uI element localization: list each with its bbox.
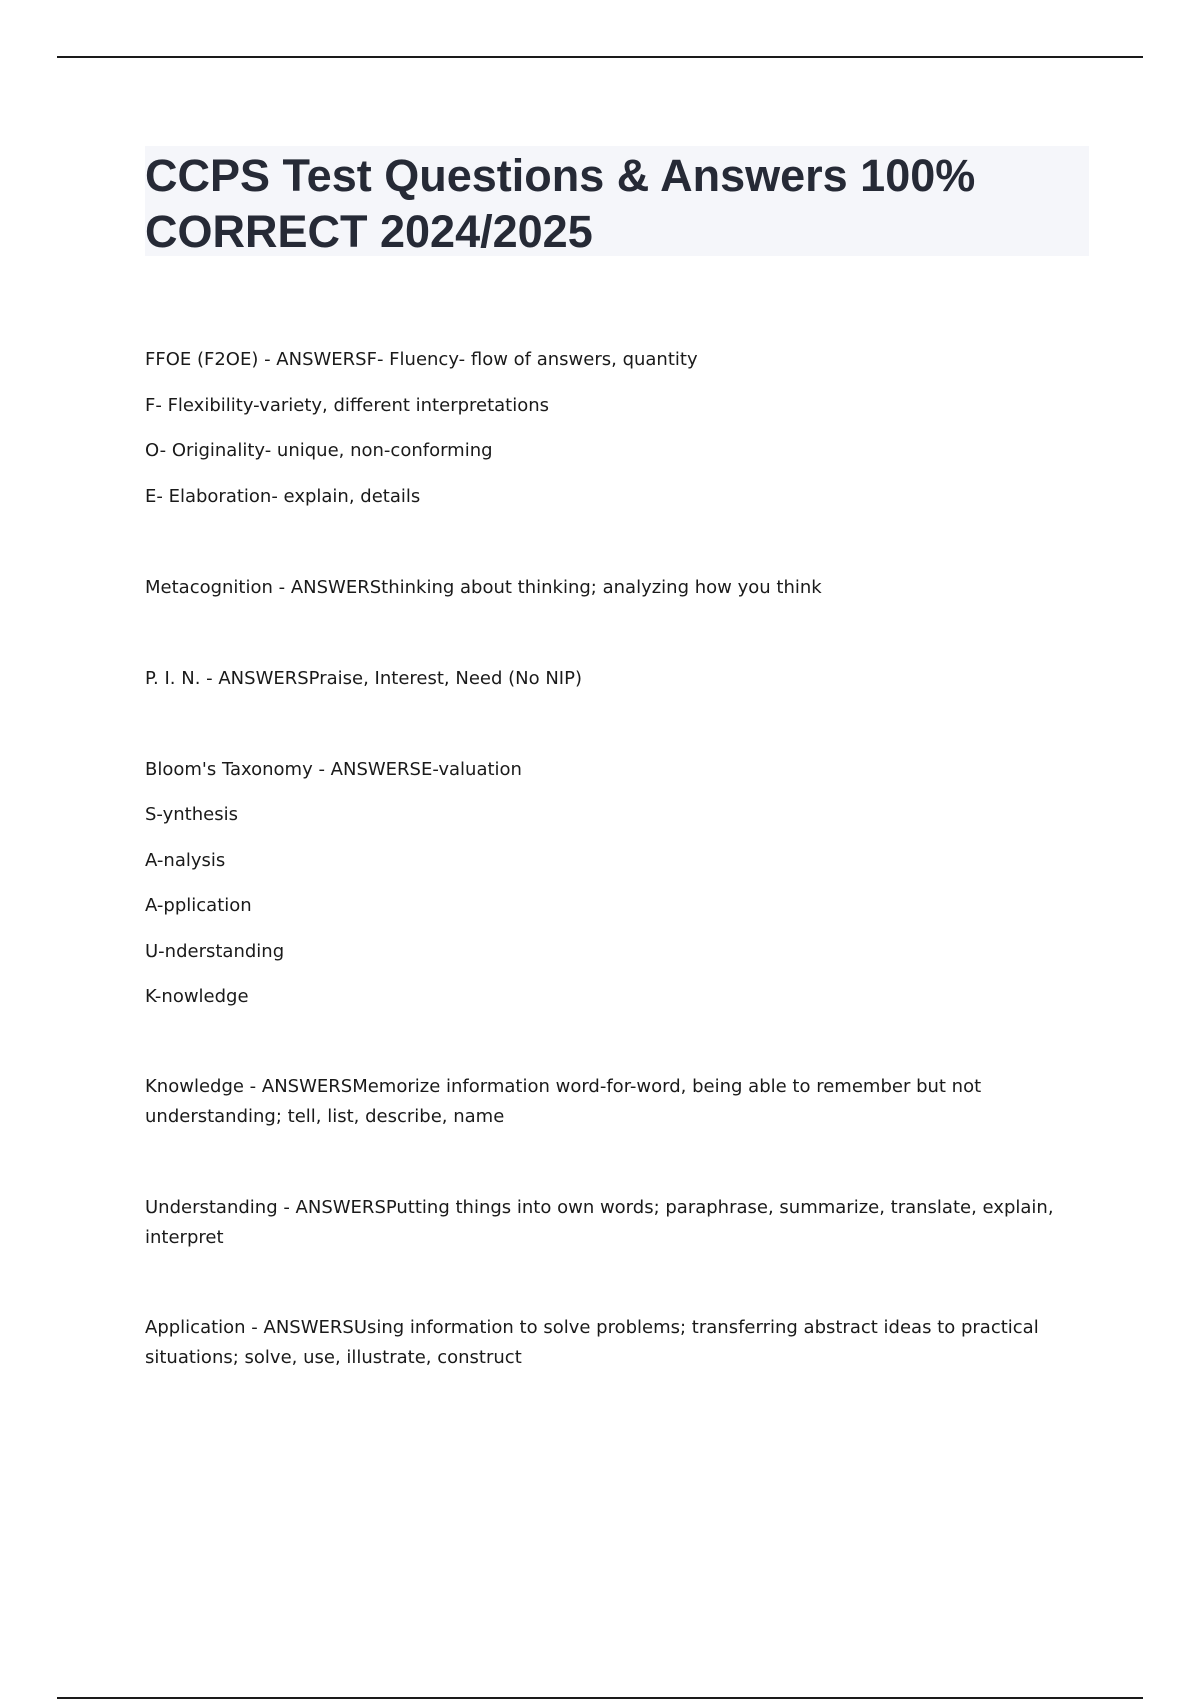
entry-understanding: Understanding - ANSWERSPutting things into own words; paraphrase, summarize, translate, explain, interpret <box>145 1197 1054 1248</box>
entry-application: Application - ANSWERSUsing information to solve problems; transferring abstract ideas to practical situations; solve, use, illustrate, construct <box>145 1317 1039 1368</box>
entry-blooms-understanding: U-nderstanding <box>145 941 285 962</box>
entry-metacognition: Metacognition - ANSWERSthinking about thinking; analyzing how you think <box>145 577 822 598</box>
entry-blooms-application: A-pplication <box>145 895 252 916</box>
entry-ffoe-elaboration: E- Elaboration- explain, details <box>145 486 421 507</box>
entry-blooms-analysis: A-nalysis <box>145 850 226 871</box>
bottom-rule <box>57 1697 1143 1699</box>
entry-blooms-synthesis: S-ynthesis <box>145 804 238 825</box>
entry-ffoe-originality: O- Originality- unique, non-conforming <box>145 440 493 461</box>
entry-ffoe-flexibility: F- Flexibility-variety, different interpretations <box>145 395 550 416</box>
title-banner <box>145 146 1089 256</box>
entry-knowledge: Knowledge - ANSWERSMemorize information word-for-word, being able to remember but not understanding; tell, list, describe, name <box>145 1076 982 1127</box>
entry-ffoe: FFOE (F2OE) - ANSWERSF- Fluency- flow of answers, quantity <box>145 349 698 370</box>
document-title: CCPS Test Questions & Answers 100% CORRECT 2024/2025 <box>145 150 976 257</box>
top-rule <box>57 56 1143 58</box>
entry-blooms-taxonomy: Bloom's Taxonomy - ANSWERSE-valuation <box>145 759 522 780</box>
entry-pin: P. I. N. - ANSWERSPraise, Interest, Need (No NIP) <box>145 668 582 689</box>
entry-blooms-knowledge: K-nowledge <box>145 986 249 1007</box>
